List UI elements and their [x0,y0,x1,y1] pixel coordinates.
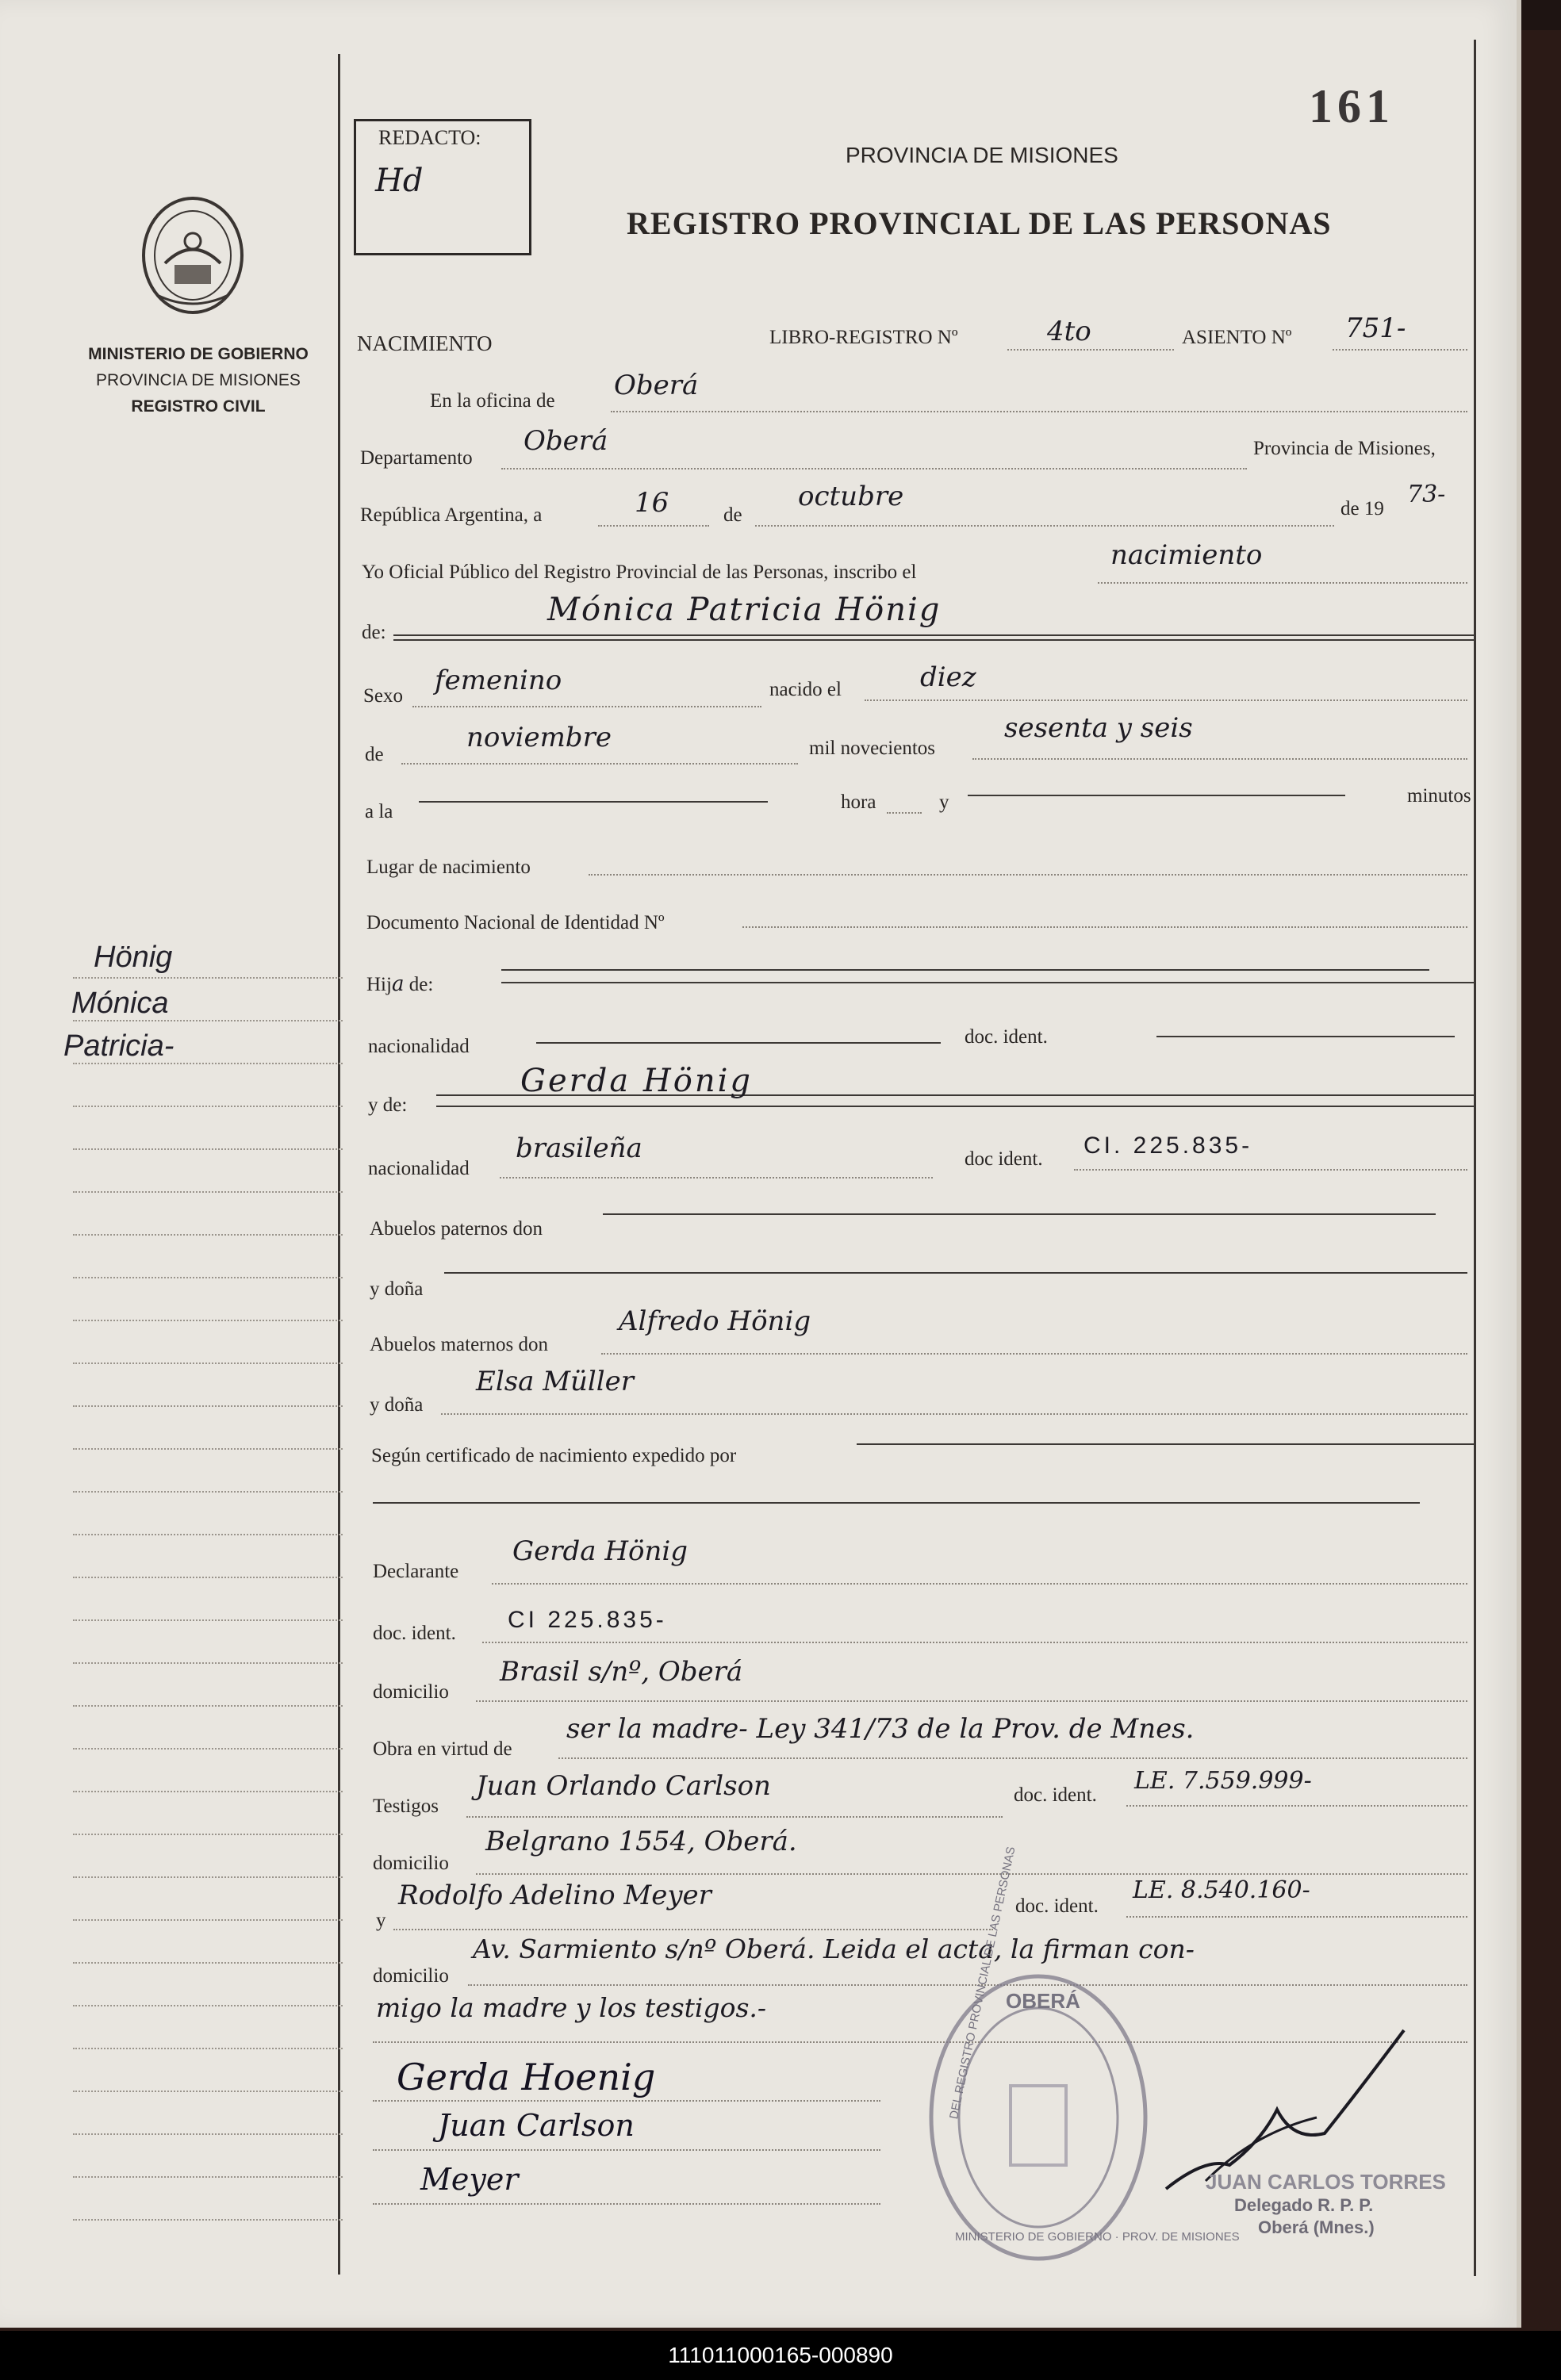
y-label: y [939,791,949,813]
domicilio-label: domicilio [373,1681,449,1703]
oficina-value: Oberá [614,370,699,401]
oficial-text: Yo Oficial Público del Registro Provincial de las Personas, inscribo el [362,561,917,583]
domicilio2-label: domicilio [373,1853,449,1874]
margin-rule [338,54,340,2275]
ydona-label: y doña [370,1278,424,1300]
asiento-label: ASIENTO Nº [1182,327,1292,348]
doc-ident4-label: doc. ident. [1014,1784,1097,1806]
ydona2-label: y doña [370,1394,424,1416]
nacido-label: nacido el [769,679,842,700]
certificado-label: Según certificado de nacimiento expedido por [371,1445,737,1466]
departamento-value: Oberá [524,425,608,457]
margin-first-name: Mónica [71,987,169,1020]
margin-middle-name: Patricia- [63,1029,175,1063]
hora-label: hora [841,791,876,813]
nacido-value: diez [920,661,976,693]
testigo1-name: Juan Orlando Carlson [476,1770,771,1802]
doc-ident3-label: doc. ident. [373,1623,456,1644]
ala-label: a la [365,801,393,822]
signature-witness1: Juan Carlson [438,2108,635,2143]
nacionalidad2-label: nacionalidad [368,1158,470,1179]
record-type: NACIMIENTO [357,332,493,355]
mother-name: Gerda Hönig [520,1063,754,1099]
page-number: 161 [1309,80,1394,132]
redacto-label: REDACTO: [378,126,481,149]
margin-surname: Hönig [94,941,173,974]
libro-value: 4to [1047,316,1091,347]
testigo2-name: Rodolfo Adelino Meyer [398,1880,711,1911]
redacto-initials: Hd [375,163,424,199]
provincia-suffix: Provincia de Misiones, [1253,438,1436,459]
year-label: de 19 [1340,498,1384,519]
dni-label: Documento Nacional de Identidad Nº [366,912,665,933]
de-label: de [723,504,742,526]
registered-name: Mónica Patricia Hönig [547,592,942,628]
province-heading: PROVINCIA DE MISIONES [846,143,1118,167]
doc-ident5-label: doc. ident. [1015,1895,1099,1917]
doc-ident2-label: doc ident. [965,1148,1043,1170]
declarante-doc: CI 225.835- [508,1607,667,1633]
mil-label: mil novecientos [809,738,935,759]
signature-mother: Gerda Hoenig [397,2056,656,2098]
official-title: Delegado R. P. P. [1234,2195,1374,2215]
ministry-line: MINISTERIO DE GOBIERNO [88,345,309,363]
acto-value: nacimiento [1110,539,1263,571]
month-value: octubre [798,481,904,512]
day-value: 16 [635,487,669,519]
birth-year: sesenta y seis [1004,712,1193,744]
abuelos-pat-label: Abuelos paternos don [370,1218,543,1240]
birth-month: noviembre [466,722,612,753]
maternal-grandfather: Alfredo Hönig [619,1305,811,1337]
mother-nationality: brasileña [516,1133,642,1164]
signature-witness2: Meyer [420,2162,519,2197]
minutos-label: minutos [1407,785,1471,807]
mother-doc: CI. 225.835- [1083,1133,1253,1159]
official-place: Oberá (Mnes.) [1258,2217,1375,2237]
de-name-label: de: [362,622,386,643]
official-name: JUAN CARLOS TORRES [1206,2170,1446,2194]
obra-label: Obra en virtud de [373,1738,512,1760]
declarante-label: Declarante [373,1561,459,1582]
yde-label: y de: [368,1094,408,1116]
coat-of-arms-icon [133,192,252,319]
sexo-label: Sexo [363,685,403,707]
domicilio-value: Brasil s/nº, Oberá [500,1656,743,1688]
sexo-value: femenino [435,665,562,696]
stamp-bottom-text: MINISTERIO DE GOBIERNO · PROV. DE MISIONES [955,2230,1240,2244]
nacionalidad-label: nacionalidad [368,1036,470,1057]
domicilio3-value: Av. Sarmiento s/nº Oberá. Leida el acta, la firman con- [473,1934,1195,1964]
libro-label: LIBRO-REGISTRO Nº [769,327,958,348]
province-line: PROVINCIA DE MISIONES [96,371,301,389]
document-id: 111011000165-000890 [0,2331,1561,2380]
testigo1-doc: LE. 7.559.999- [1134,1767,1312,1795]
de-month-label: de [365,744,384,765]
testigos-label: Testigos [373,1796,439,1817]
registry-title: REGISTRO PROVINCIAL DE LAS PERSONAS [627,205,1332,241]
departamento-label: Departamento [360,447,473,469]
y-testigo-label: y [376,1910,386,1931]
hija-label: Hija de: [366,972,434,996]
asiento-value: 751- [1345,312,1406,344]
stamp-ring-text: DEL REGISTRO PROVINCIAL DE LAS PERSONAS [947,1845,1018,2121]
right-rule [1474,40,1476,2276]
ministry-block [71,341,325,420]
doc-ident-label: doc. ident. [965,1026,1048,1048]
domicilio3-label: domicilio [373,1965,449,1987]
lugar-label: Lugar de nacimiento [366,857,531,878]
stamp-city: OBERÁ [1006,1989,1080,2013]
abuelos-mat-label: Abuelos maternos don [370,1334,548,1355]
republica-label: República Argentina, a [360,504,543,526]
civil-registry-line: REGISTRO CIVIL [131,397,266,416]
oficina-label: En la oficina de [430,390,555,412]
testigo2-doc: LE. 8.540.160- [1133,1876,1310,1904]
maternal-grandmother: Elsa Müller [476,1366,635,1397]
domicilio2-value: Belgrano 1554, Oberá. [485,1826,797,1857]
continuation-text: migo la madre y los testigos.- [376,1992,767,2023]
year-value: 73- [1407,481,1446,508]
redacto-box [354,119,531,255]
obra-value: ser la madre- Ley 341/73 de la Prov. de Mnes. [566,1713,1195,1745]
declarante-value: Gerda Hönig [512,1535,688,1567]
